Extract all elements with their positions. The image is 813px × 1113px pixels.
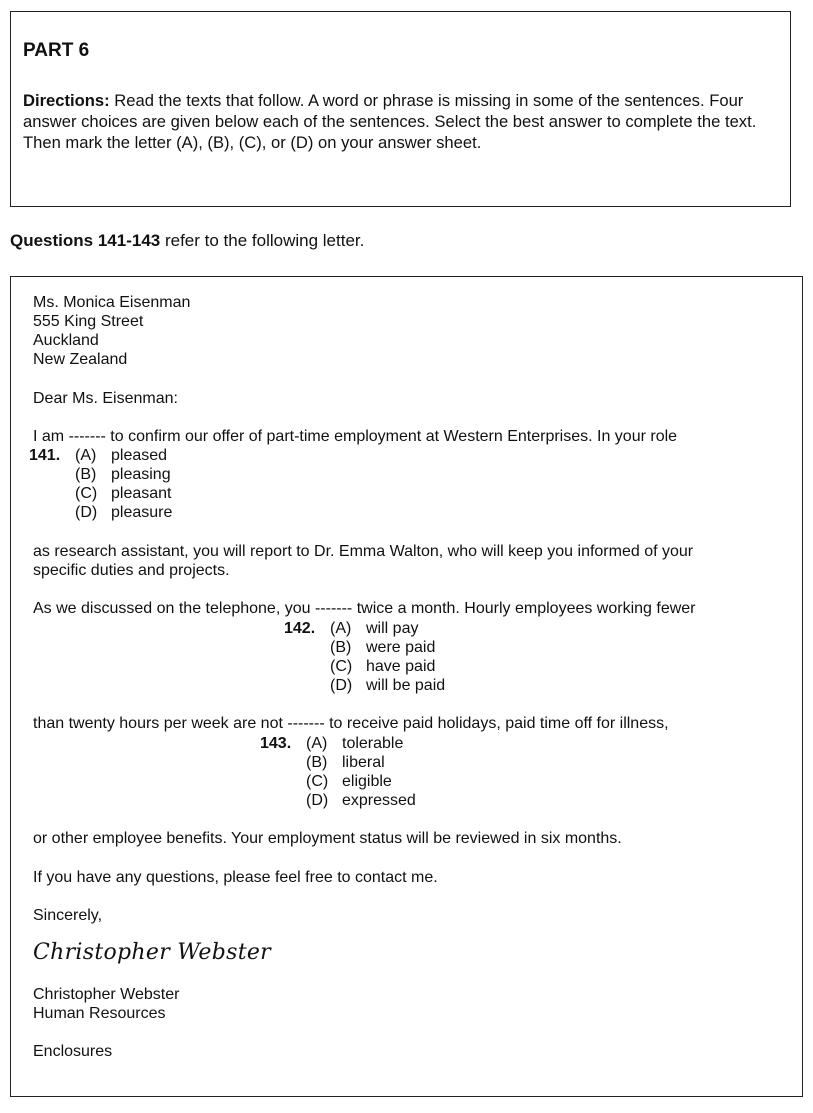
q141-option-c[interactable]: (C) pleasant — [75, 485, 172, 502]
q141-option-b[interactable]: (B) pleasing — [75, 466, 171, 483]
address-line-3: Auckland — [33, 332, 99, 349]
paragraph-1: I am ------- to confirm our offer of part-time employment at Western Enterprises. In your role — [33, 428, 678, 445]
q143-option-a[interactable]: (A) tolerable — [306, 735, 404, 752]
question-142-number: 142. — [284, 620, 316, 637]
questions-range: Questions 141-143 — [10, 231, 161, 250]
questions-intro — [10, 230, 364, 251]
paragraph-2-line-1: as research assistant, you will report to Dr. Emma Walton, who will keep you informed of your — [33, 543, 694, 560]
address-line-2: 555 King Street — [33, 313, 144, 330]
q141-option-d[interactable]: (D) pleasure — [75, 504, 173, 521]
paragraph-4: than twenty hours per week are not ------- to receive paid holidays, paid time off for illness, — [33, 715, 669, 732]
handwritten-signature: Christopher Webster — [33, 940, 271, 965]
q142-option-b[interactable]: (B) were paid — [330, 639, 436, 656]
paragraph-2-line-2: specific duties and projects. — [33, 562, 230, 579]
closing: Sincerely, — [33, 907, 103, 924]
paragraph-3: As we discussed on the telephone, you ------- twice a month. Hourly employees working fewer — [33, 600, 696, 617]
address-line-4: New Zealand — [33, 351, 128, 368]
paragraph-5: or other employee benefits. Your employment status will be reviewed in six months. — [33, 830, 622, 847]
question-141-number: 141. — [29, 447, 61, 464]
questions-intro-rest: refer to the following letter. — [160, 231, 365, 250]
paragraph-6: If you have any questions, please feel free to contact me. — [33, 869, 438, 886]
directions-label: Directions: — [23, 91, 110, 110]
directions-box — [10, 11, 791, 207]
address-line-1: Ms. Monica Eisenman — [33, 294, 191, 311]
question-143-number: 143. — [260, 735, 292, 752]
letter-box — [10, 276, 803, 1097]
q143-option-d[interactable]: (D) expressed — [306, 792, 416, 809]
enclosures: Enclosures — [33, 1043, 113, 1060]
q143-option-c[interactable]: (C) eligible — [306, 773, 392, 790]
signer-name: Christopher Webster — [33, 986, 180, 1003]
signer-department: Human Resources — [33, 1005, 166, 1022]
q142-option-a[interactable]: (A) will pay — [330, 620, 419, 637]
directions-text — [23, 90, 775, 153]
q143-option-b[interactable]: (B) liberal — [306, 754, 385, 771]
q142-option-c[interactable]: (C) have paid — [330, 658, 436, 675]
directions-body: Read the texts that follow. A word or phrase is missing in some of the sentences. Four answer choices are given below each of the sentences. Select the best answer to complete the text. Then mark the letter (A), (B), (C), or (D) on your answer sheet. — [23, 91, 757, 152]
q142-option-d[interactable]: (D) will be paid — [330, 677, 446, 694]
q141-option-a[interactable]: (A) pleased — [75, 447, 168, 464]
part-title: PART 6 — [23, 40, 90, 61]
salutation: Dear Ms. Eisenman: — [33, 390, 178, 407]
